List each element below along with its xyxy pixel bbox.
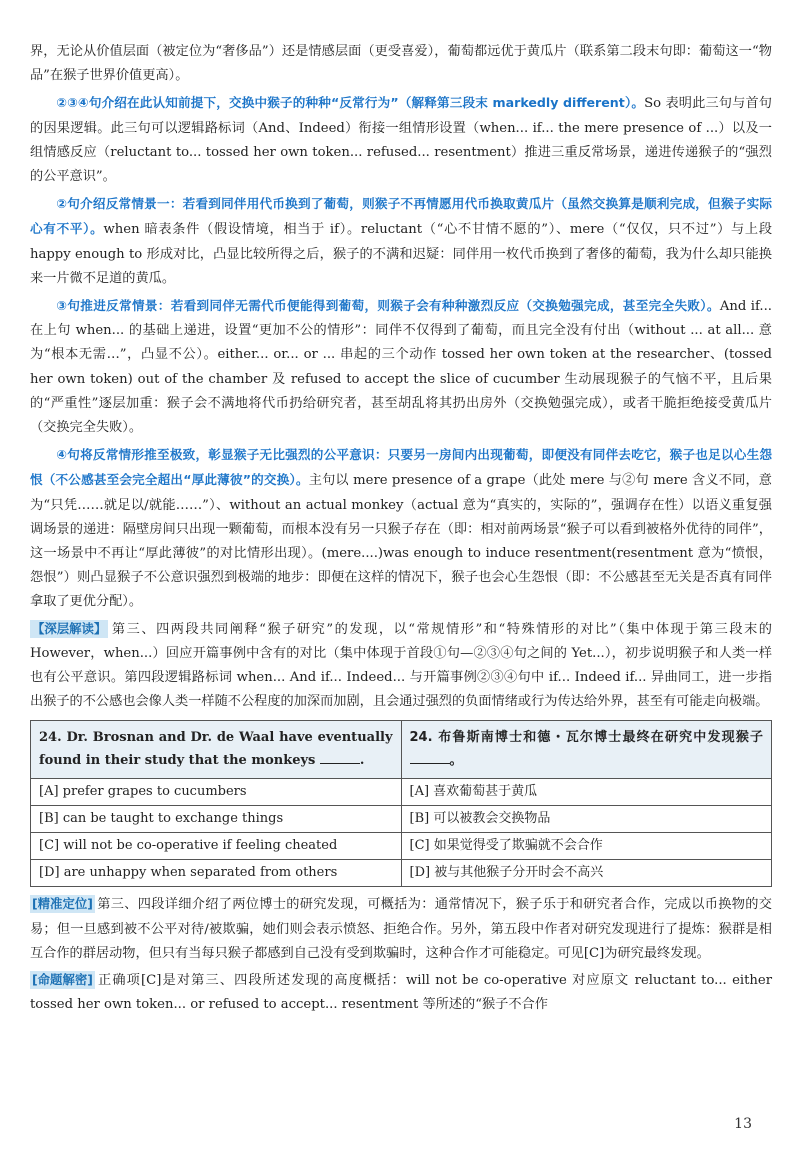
option-row-a xyxy=(31,779,772,806)
question-decode-tag: [命题解密] xyxy=(32,972,93,988)
question-stem-en: 24. Dr. Brosnan and Dr. de Waal have eventually found in their study that the monkeys . xyxy=(31,721,402,779)
question-stem-cn: 24. 布鲁斯南博士和德・瓦尔博士最终在研究中发现猴子。 xyxy=(401,721,772,779)
question-table xyxy=(30,720,772,887)
page-number: 13 xyxy=(734,1116,752,1132)
option-d-cn: [D] 被与其他猴子分开时会不高兴 xyxy=(401,860,772,887)
highlight-sentence: ③句推进反常情景：若看到同伴无需代币便能得到葡萄，则猴子会有种种激烈反应（交换勉强完成，甚至完全失败）。 xyxy=(56,298,720,314)
answer-blank xyxy=(410,749,450,764)
option-a-cn: [A] 喜欢葡萄甚于黄瓜 xyxy=(401,779,772,806)
option-row-c xyxy=(31,833,772,860)
option-b-cn: [B] 可以被教会交换物品 xyxy=(401,806,772,833)
paragraph-2: ②句介绍反常情景一：若看到同伴用代币换到了葡萄，则猴子不再情愿用代币换取黄瓜片（虽然交换算是顺利完成，但猴子实际心有不平）。when 暗表条件（假设情境，相当于 if）。reluctant（“心不甘情不愿的”）、mere（“仅仅，只不过”）与上段 happy enough to 形成对比，凸显比较所得之后，猴子的不满和迟疑：同伴用一枚代币换到了奢侈的葡萄，我为什么却只能换来一片微不足道的黄瓜。 xyxy=(30,196,773,286)
page-content xyxy=(30,40,772,1021)
paragraph-4: ④句将反常情形推至极致，彰显猴子无比强烈的公平意识：只要另一房间内出现葡萄，即便没有同伴去吃它，猴子也足以心生怨恨（不公感甚至会完全超出“厚此薄彼”的交换）。主句以 mere presence of a grape（此处 mere 与②句 mere 含义不同，意为“只凭……就足以/就能……”）、without an actual monkey（actual 意为“真实的，实际的”，强调存在性）以语义重复强调场景的递进：隔壁房间只出现一颗葡萄，而根本没有另一只猴子存在（即：相对前两场景“猴子可以看到被格外优待的同伴”，这一场景中不再让“厚此薄彼”的对比情形出现）。(mere....)was enough to induce resentment(resentment 意为“愤恨，怨恨”）则凸显猴子不公意识强烈到极端的地步：即便在这样的情况下，猴子也会心生怨恨（即：不公感甚至无关是否真有同伴拿取了更优分配）。 xyxy=(30,447,772,610)
paragraph-1: ②③④句介绍在此认知前提下，交换中猴子的种种“反常行为”（解释第三段末 markedly different）。So 表明此三句与首句的因果逻辑。此三句可以逻辑路标词（And、Indeed）衔接一组情形设置（when... if... the mere presence of ...）以及一组情感反应（reluctant to... tossed her own token... refused... resentment）推进三重反常场景，递进传递猴子的“强烈的公平意识”。 xyxy=(30,95,772,185)
option-row-b xyxy=(31,806,772,833)
paragraph-precise-location: [精准定位] 第三、四段详细介绍了两位博士的研究发现，可概括为：通常情况下，猴子乐于和研究者合作，完成以币换物的交易；但一旦感到被不公平对待/被欺骗，她们则会表示愤怒、拒绝合作。另外，第五段中作者对研究发现进行了提炼：猴群是相互合作的群居动物，但只有当每只猴子都感到自己没有受到欺骗时，这种合作才可能稳定。可见[C]为研究最终发现。 xyxy=(30,896,772,961)
highlight-sentence: ②③④句介绍在此认知前提下，交换中猴子的种种“反常行为”（解释第三段末 markedly different）。 xyxy=(56,95,645,111)
option-c-en: [C] will not be co-operative if feeling cheated xyxy=(31,833,402,860)
option-a-en: [A] prefer grapes to cucumbers xyxy=(31,779,402,806)
option-d-en: [D] are unhappy when separated from others xyxy=(31,860,402,887)
answer-blank xyxy=(320,749,360,764)
paragraph-0: 界，无论从价值层面（被定位为“奢侈品”）还是情感层面（更受喜爱），葡萄都远优于黄瓜片（联系第二段末句即：葡萄这一“物品”在猴子世界价值更高）。 xyxy=(30,44,772,84)
deep-reading-tag: 【深层解读】 xyxy=(32,620,107,636)
highlight-sentence: ④句将反常情形推至极致，彰显猴子无比强烈的公平意识：只要另一房间内出现葡萄，即便没有同伴去吃它，猴子也足以心生怨恨（不公感甚至会完全超出“厚此薄彼”的交换）。 xyxy=(30,447,772,488)
option-row-d xyxy=(31,860,772,887)
paragraph-question-decode: [命题解密] 正确项[C]是对第三、四段所述发现的高度概括：will not be co-operative 对应原文 reluctant to... either tossed her own token... or refused to accept... resentment 等所述的“猴子不合作 xyxy=(30,972,772,1013)
paragraph-deep-reading: 【深层解读】 第三、四两段共同阐释“猴子研究”的发现，以“常规情形”和“特殊情形的对比”（集中体现于第三段末的 However，when...）回应开篇事例中含有的对比（集中体现于首段①句—②③④句之间的 Yet...），初步说明猴子和人类一样也有公平意识。第四段逻辑路标词 when... And if... Indeed... 与开篇事例②③④句中 if... Indeed if... 异曲同工，进一步指出猴子的不公感也会像人类一样随不公程度的加深而加剧，且会通过强烈的负面情绪或行为传达给外界，甚至有可能走向极端。 xyxy=(30,620,772,710)
highlight-sentence: ②句介绍反常情景一：若看到同伴用代币换到了葡萄，则猴子不再情愿用代币换取黄瓜片（虽然交换算是顺利完成，但猴子实际心有不平）。 xyxy=(30,196,772,237)
option-c-cn: [C] 如果觉得受了欺骗就不会合作 xyxy=(401,833,772,860)
precise-location-tag: [精准定位] xyxy=(32,896,93,912)
paragraph-3: ③句推进反常情景：若看到同伴无需代币便能得到葡萄，则猴子会有种种激烈反应（交换勉强完成，甚至完全失败）。And if... 在上句 when... 的基础上递进，设置“更加不公的情形”：同伴不仅得到了葡萄，而且完全没有付出（without ... at all... 意为“根本无需…”，凸显不公）。either... or... or ... 串起的三个动作 tossed her own token at the researcher、(tossed her own token) out of the chamber 及 refused to accept the slice of cucumber 生动展现猴子的气恼不平，且后果的“严重性”逐层加重：猴子会不满地将代币扔给研究者，甚至胡乱将其扔出房外（交换勉强完成），或者干脆拒绝接受黄瓜片（交换完全失败）。 xyxy=(30,298,772,436)
question-stem-row xyxy=(31,721,772,779)
option-b-en: [B] can be taught to exchange things xyxy=(31,806,402,833)
